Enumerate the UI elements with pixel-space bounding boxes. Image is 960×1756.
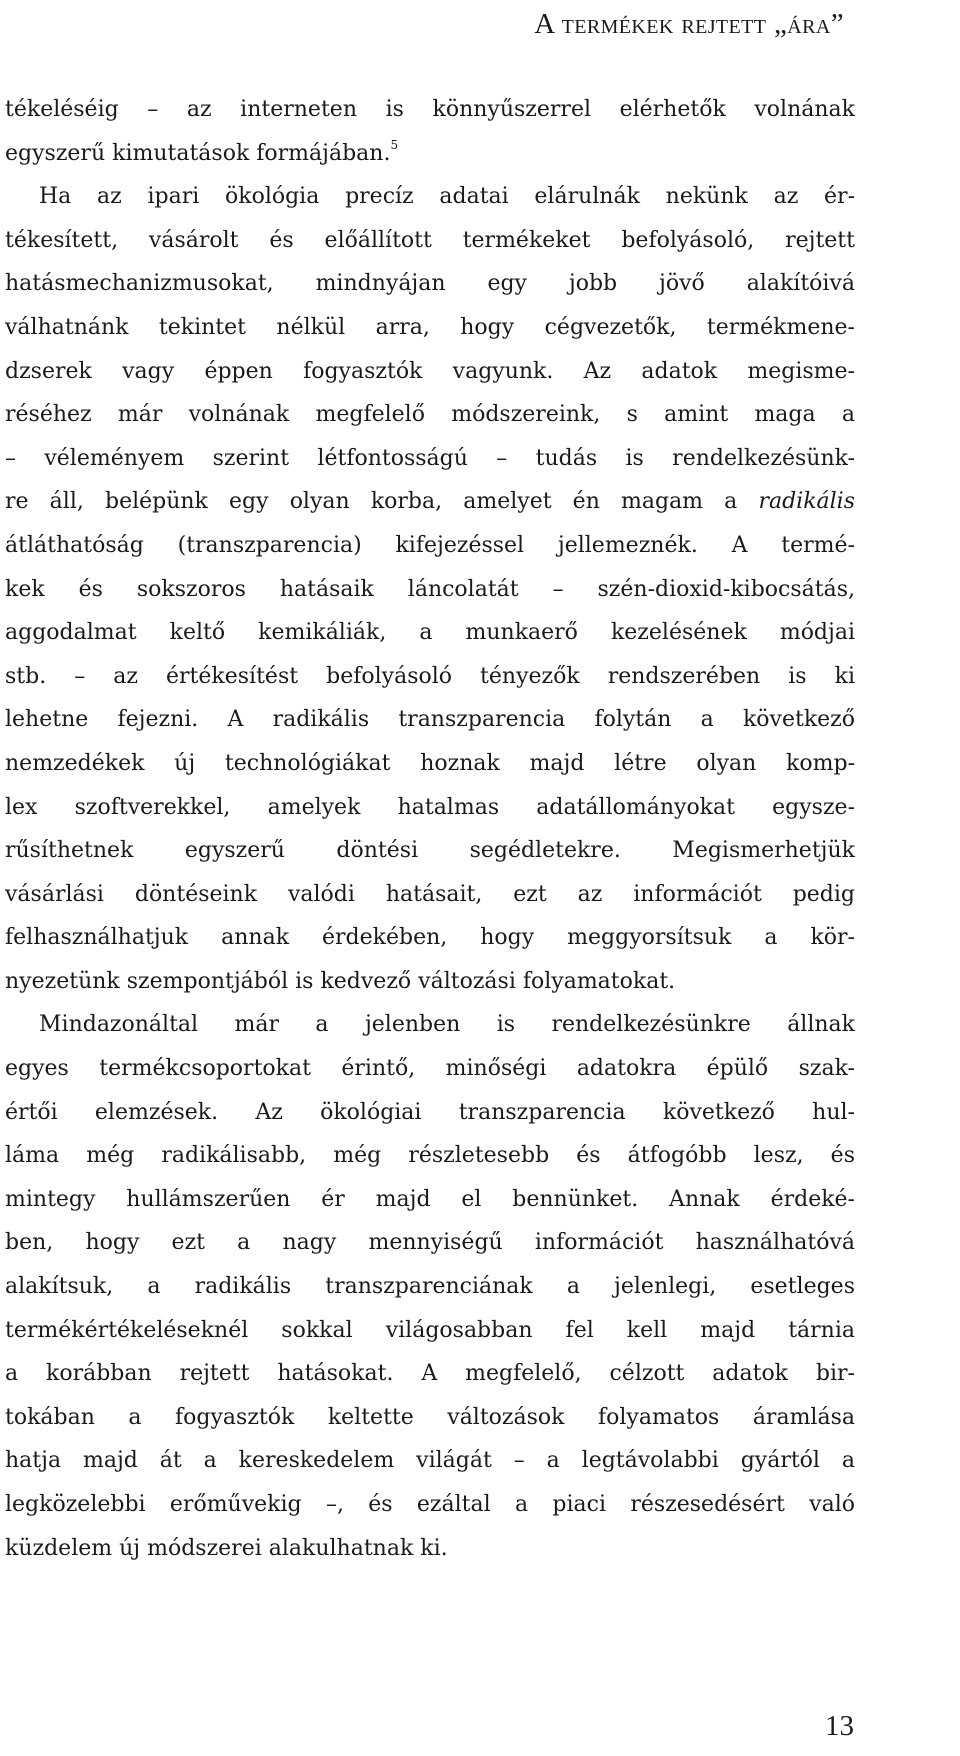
- text-line: lehetne fejezni. A radikális transzparencia folytán a következő: [5, 707, 855, 733]
- text-line: lex szoftverekkel, amelyek hatalmas adatállományokat egysze-: [5, 794, 855, 820]
- text-line: – véleményem szerint létfontosságú – tudás is rendelkezésünk-: [5, 445, 855, 471]
- text-line: válhatnánk tekintet nélkül arra, hogy cégvezetők, termékmene-: [5, 314, 855, 340]
- text-line: kek és sokszoros hatásaik láncolatát – szén-dioxid-kibocsátás,: [5, 576, 855, 602]
- text-line: mintegy hullámszerűen ér majd el bennünket. Annak érdeké-: [5, 1186, 855, 1212]
- text-line: hatásmechanizmusokat, mindnyájan egy jobb jövő alakítóivá: [5, 271, 855, 297]
- text-line: rűsíthetnek egyszerű döntési segédletekre. Megismerhetjük: [5, 838, 855, 864]
- footnote-marker: 5: [390, 137, 399, 152]
- text-line-content: egyszerű kimutatások formájában.: [5, 140, 391, 166]
- text-line: vásárlási döntéseink valódi hatásait, ezt az információt pedig: [5, 881, 855, 907]
- text-line: termékértékeléseknél sokkal világosabban fel kell majd tárnia: [5, 1317, 855, 1343]
- paragraph-first-line: Ha az ipari ökológia precíz adatai elárulnák nekünk az ér-: [39, 184, 855, 210]
- running-header: A termékek rejtett „ára”: [534, 8, 844, 40]
- text-line: nyezetünk szempontjából is kedvező változási folyamatokat.: [5, 968, 676, 994]
- text-line: küzdelem új módszerei alakulhatnak ki.: [5, 1535, 448, 1561]
- paragraph-first-line: Mindazonáltal már a jelenben is rendelkezésünkre állnak: [39, 1012, 855, 1038]
- text-line: alakítsuk, a radikális transzparenciának a jelenlegi, esetleges: [5, 1274, 855, 1300]
- text-line: dzserek vagy éppen fogyasztók vagyunk. Az adatok megisme-: [5, 358, 855, 384]
- text-line: a korábban rejtett hatásokat. A megfelelő, célzott adatok bir-: [5, 1361, 855, 1387]
- text-line: átláthatóság (transzparencia) kifejezéssel jellemeznék. A termé-: [5, 532, 855, 558]
- body-text: [5, 88, 855, 1570]
- text-line: láma még radikálisabb, még részletesebb és átfogóbb lesz, és: [5, 1143, 855, 1169]
- text-line: felhasználhatjuk annak érdekében, hogy meggyorsítsuk a kör-: [5, 925, 855, 951]
- text-line: legközelebbi erőművekig –, és ezáltal a piaci részesedésért való: [5, 1492, 855, 1517]
- text-line: réséhez már volnának megfelelő módszereink, s amint maga a: [5, 402, 855, 428]
- emphasis-text: radikális: [758, 489, 855, 515]
- text-line: nemzedékek új technológiákat hoznak majd létre olyan komp-: [5, 750, 855, 776]
- text-line: [5, 480, 855, 524]
- text-line-content: re áll, belépünk egy olyan korba, amelyet én magam a: [5, 489, 759, 515]
- text-line: tékesített, vásárolt és előállított termékeket befolyásoló, rejtett: [5, 227, 855, 253]
- text-line: aggodalmat keltő kemikáliák, a munkaerő kezelésének módjai: [5, 620, 855, 646]
- text-line: egyes termékcsoportokat érintő, minőségi adatokra épülő szak-: [5, 1056, 855, 1082]
- text-line: stb. – az értékesítést befolyásoló tényezők rendszerében is ki: [5, 663, 855, 689]
- text-line: tékeléséig – az interneten is könnyűszerrel elérhetők volnának: [5, 97, 855, 122]
- text-line: értői elemzések. Az ökológiai transzparencia következő hul-: [5, 1099, 855, 1125]
- text-line: tokában a fogyasztók keltette változások folyamatos áramlása: [5, 1404, 855, 1430]
- page-number: 13: [825, 1710, 854, 1742]
- text-line: ben, hogy ezt a nagy mennyiségű információt használhatóvá: [5, 1230, 855, 1256]
- text-line: [5, 132, 855, 176]
- text-line: hatja majd át a kereskedelem világát – a legtávolabbi gyártól a: [5, 1448, 855, 1474]
